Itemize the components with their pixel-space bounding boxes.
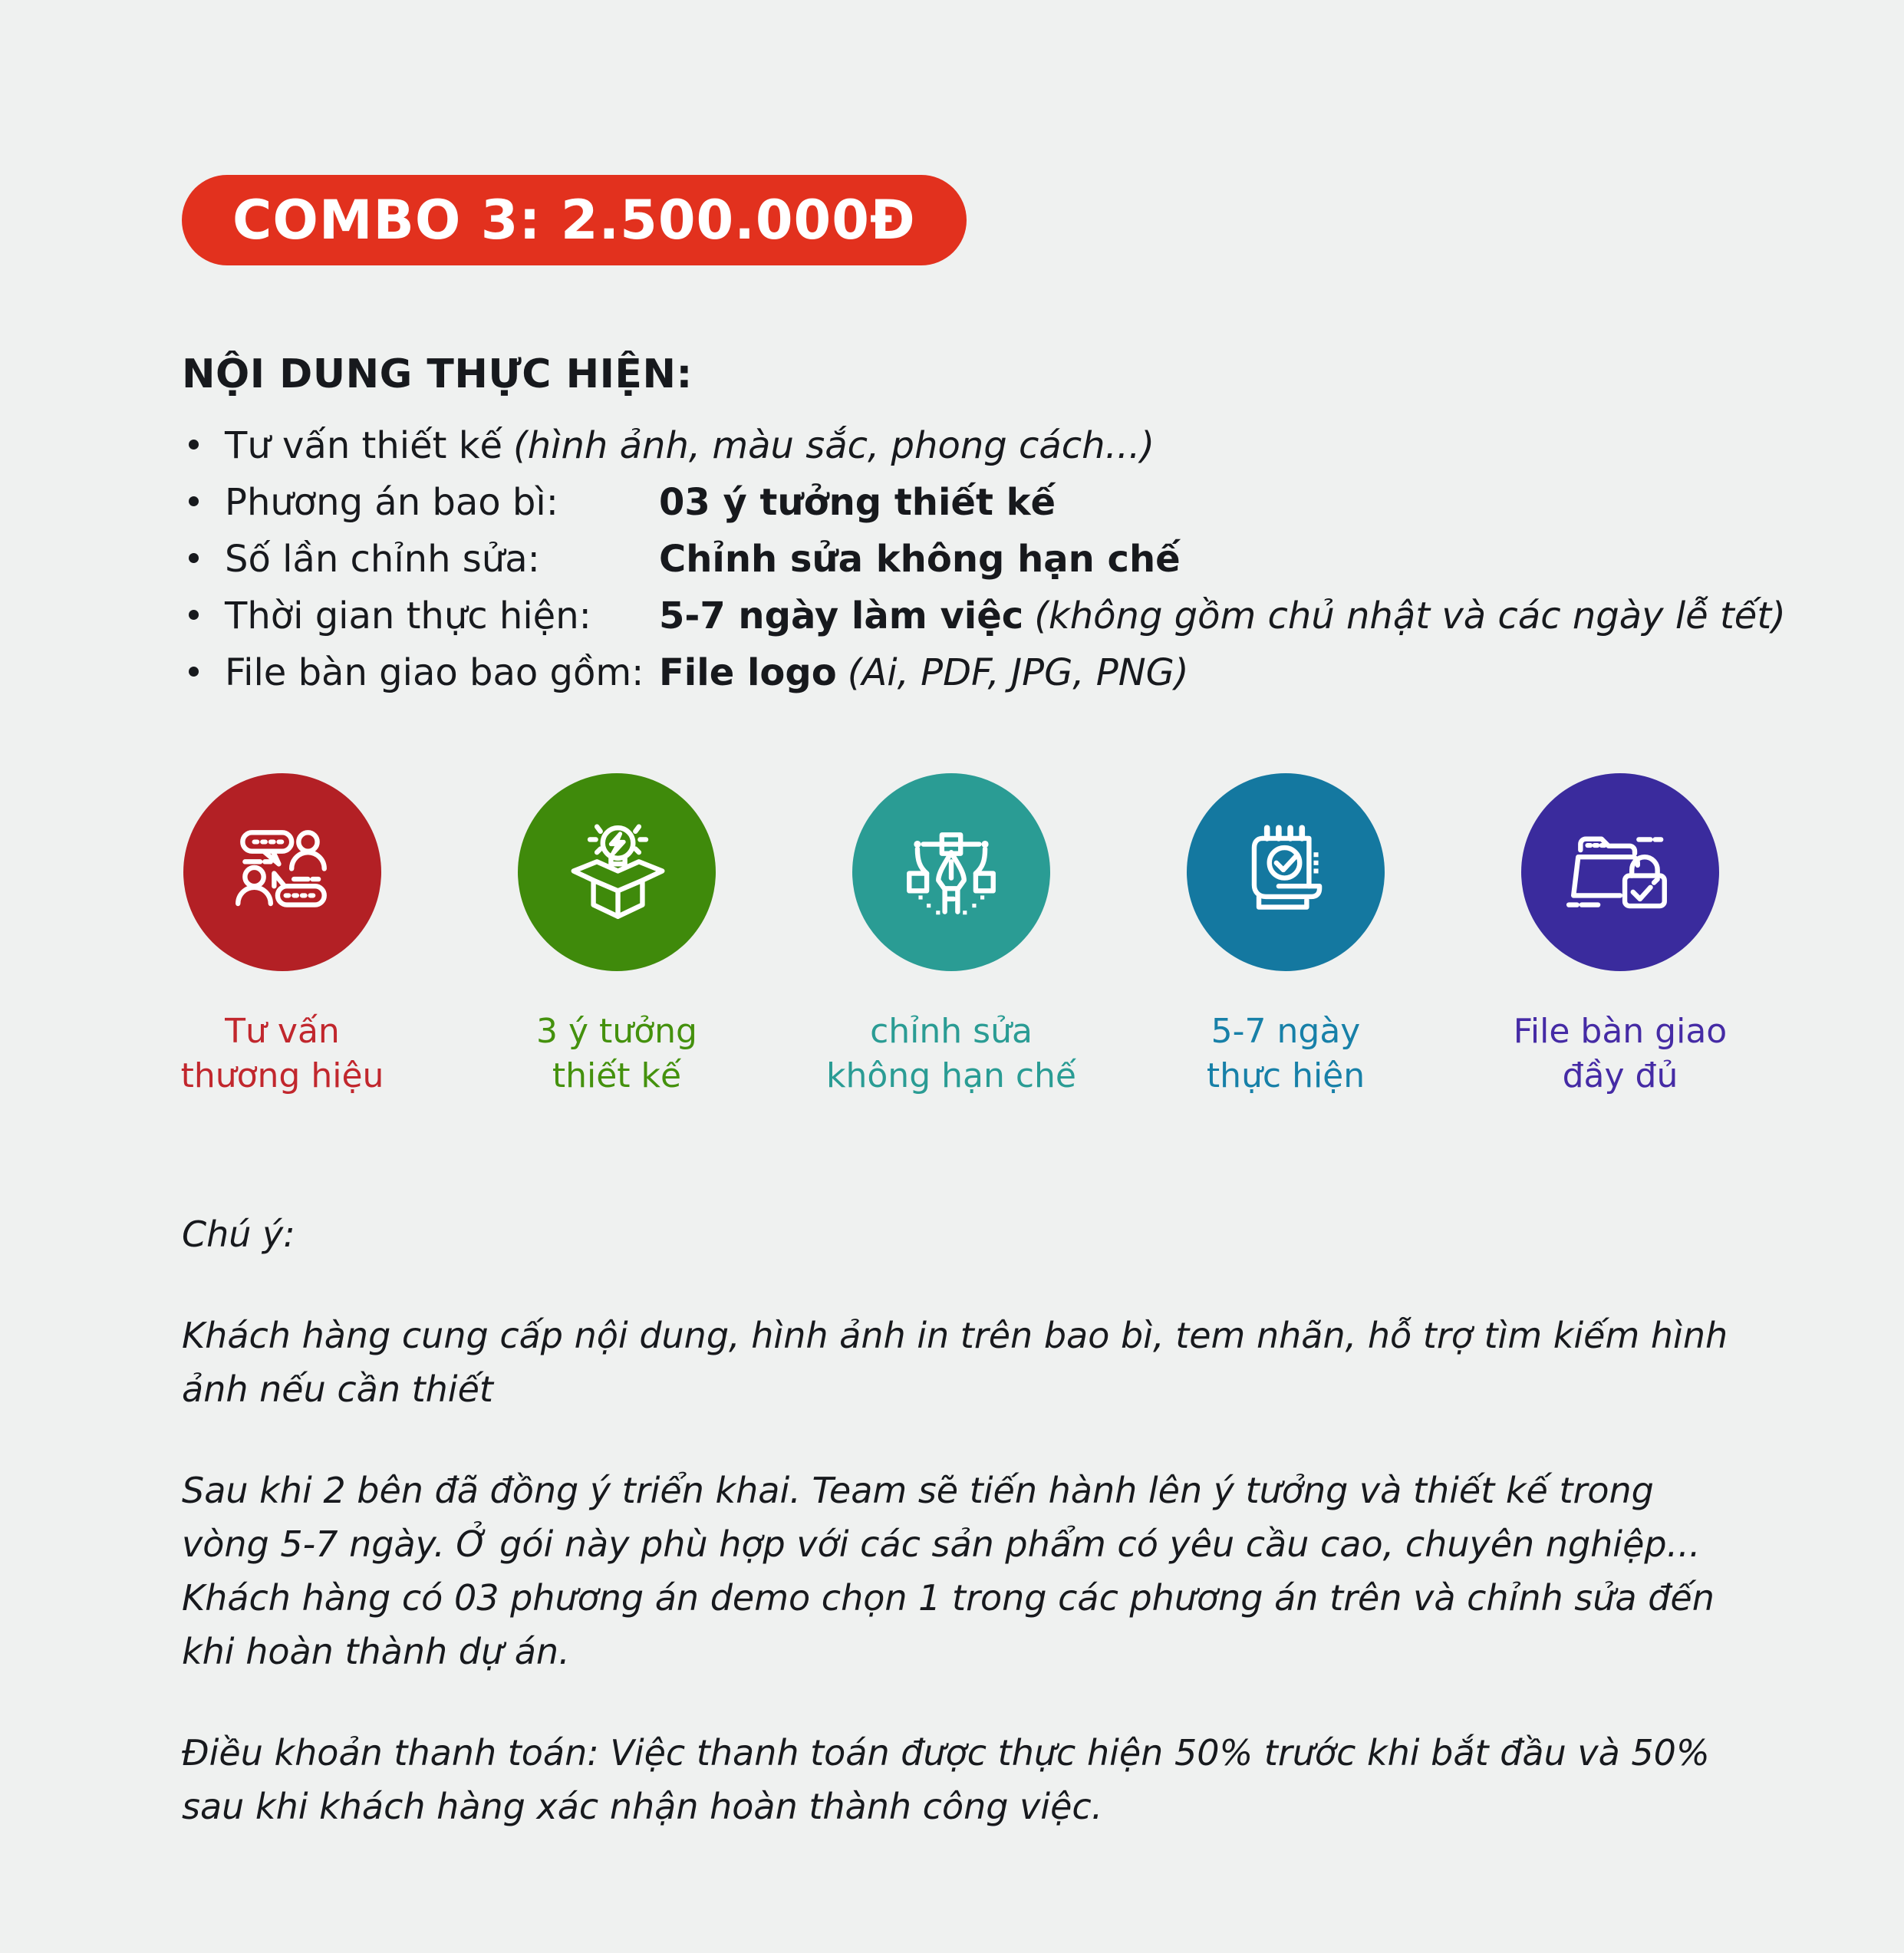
- feature-label-line2: thương hiệu: [180, 1056, 384, 1095]
- bullet-value: Chỉnh sửa không hạn chế: [659, 538, 1181, 581]
- timeline-circle: [1187, 773, 1385, 971]
- feature-label: [450, 1009, 784, 1098]
- feature-label: [115, 1009, 450, 1098]
- bullet-label: File bàn giao bao gồm:: [225, 651, 644, 694]
- feature-label-line2: thiết kế: [552, 1056, 682, 1095]
- list-item: [182, 426, 1751, 465]
- bullet-label: Số lần chỉnh sửa:: [225, 538, 540, 581]
- feature-label-line1: File bàn giao: [1513, 1012, 1728, 1051]
- bullet-note: (hình ảnh, màu sắc, phong cách...): [513, 424, 1155, 467]
- notes-section: [182, 1207, 1751, 1833]
- price-badge: COMBO 3: 2.500.000Đ: [182, 175, 967, 265]
- list-item: [182, 651, 1751, 694]
- consult-chat-icon: [224, 814, 341, 930]
- notepad-check-icon: [1227, 814, 1344, 930]
- bullet-label: Phương án bao bì:: [225, 481, 558, 524]
- note-paragraph: Sau khi 2 bên đã đồng ý triển khai. Team sẽ tiến hành lên ý tưởng và thiết kế trong vòng 5-7 ngày. Ở gói này phù hợp với các sản phẩm có yêu cầu cao, chuyên nghiệp... Khách hàng có 03 phương án demo chọn 1 trong các phương án trên và chỉnh sửa đến khi hoàn thành dự án.: [182, 1470, 1715, 1672]
- bullet-note: (Ai, PDF, JPG, PNG): [847, 651, 1189, 694]
- feature-ideas: [450, 773, 784, 1098]
- pen-tool-icon: [893, 814, 1010, 930]
- consult-circle: [183, 773, 381, 971]
- feature-label-line1: 5-7 ngày: [1211, 1012, 1361, 1051]
- feature-label-line1: 3 ý tưởng: [536, 1012, 697, 1051]
- feature-label-line1: chỉnh sửa: [870, 1012, 1033, 1051]
- section-heading: NỘI DUNG THỰC HIỆN:: [182, 351, 693, 397]
- notes-title: Chú ý:: [182, 1214, 295, 1255]
- feature-row: [115, 773, 1787, 1098]
- feature-consulting: [115, 773, 450, 1098]
- feature-label: [1453, 1009, 1787, 1098]
- idea-circle: [518, 773, 716, 971]
- deliverables-list: [182, 424, 1786, 694]
- list-item: [182, 483, 1751, 522]
- feature-label-line2: thực hiện: [1206, 1056, 1365, 1095]
- bullet-note: (không gồm chủ nhật và các ngày lễ tết): [1034, 594, 1786, 637]
- revision-circle: [852, 773, 1050, 971]
- handover-circle: [1521, 773, 1719, 971]
- list-item: [182, 594, 1786, 637]
- bullet-value: 03 ý tưởng thiết kế: [659, 481, 1056, 524]
- feature-label-line2: không hạn chế: [826, 1056, 1076, 1095]
- bullet-label: Thời gian thực hiện:: [225, 594, 591, 637]
- note-paragraph: Khách hàng cung cấp nội dung, hình ảnh in trên bao bì, tem nhãn, hỗ trợ tìm kiếm hình ảnh nếu cần thiết: [182, 1315, 1728, 1410]
- list-item: [182, 538, 1751, 581]
- feature-revisions: [784, 773, 1118, 1098]
- idea-box-icon: [558, 814, 675, 930]
- feature-handover: [1453, 773, 1787, 1098]
- bullet-value: 5-7 ngày làm việc: [659, 594, 1024, 637]
- folder-lock-icon: [1562, 814, 1678, 930]
- bullet-label: Tư vấn thiết kế: [225, 424, 503, 467]
- feature-label-line1: Tư vấn: [225, 1012, 340, 1051]
- feature-label: [784, 1009, 1118, 1098]
- feature-label-line2: đầy đủ: [1562, 1056, 1678, 1095]
- note-paragraph: Điều khoản thanh toán: Việc thanh toán được thực hiện 50% trước khi bắt đầu và 50% sau khi khách hàng xác nhận hoàn thành công việc.: [182, 1732, 1710, 1827]
- feature-label: [1118, 1009, 1453, 1098]
- bullet-value: File logo: [659, 651, 837, 694]
- feature-timeline: [1118, 773, 1453, 1098]
